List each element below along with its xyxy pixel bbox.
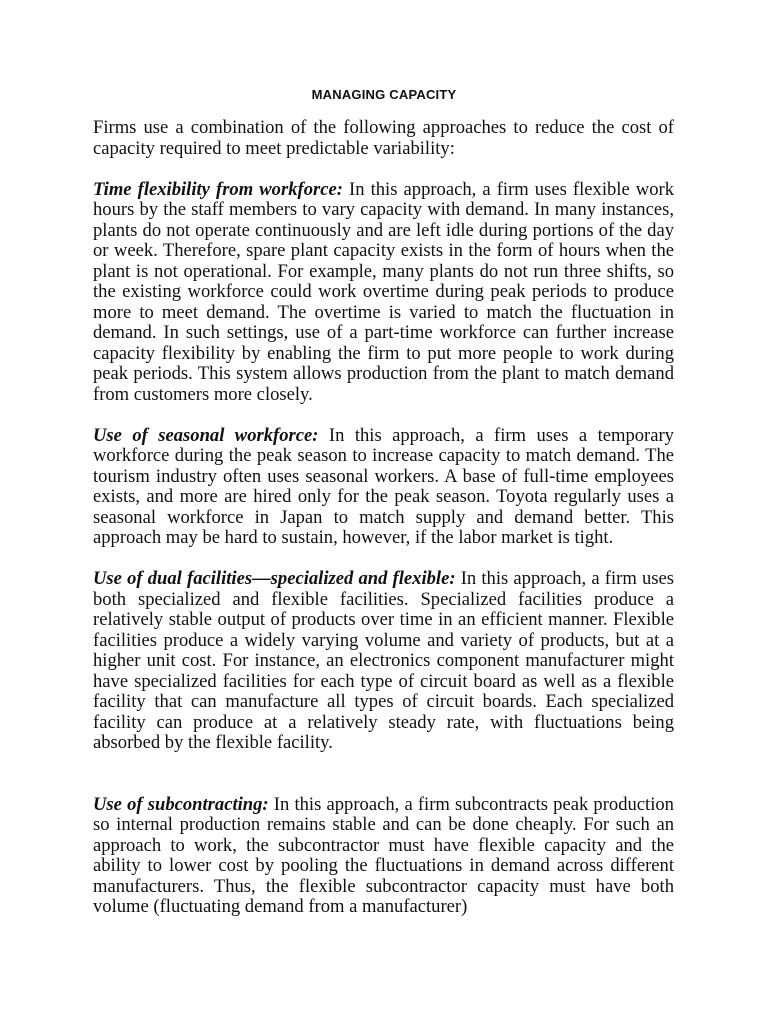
section-text: In this approach, a firm uses both specialized and flexible facilities. Specialized facilities produce a relatively stable output of products over time in an efficient manner. Flexible facilities produce a widely varying volume and variety of products, but at a higher unit cost. For instance, an electronics component manufacturer might have specialized facilities for each type of circuit board as well as a flexible facility that can manufacture all types of circuit boards. Each specialized facility can produce at a relatively steady rate, with fluctuations being absorbed by the flexible facility. (93, 568, 674, 753)
section-heading: Use of seasonal workforce: (93, 424, 319, 446)
section-heading: Use of dual facilities—specialized and flexible: (93, 568, 456, 589)
document-body (93, 118, 674, 938)
section-dual-facilities (93, 569, 674, 754)
section-seasonal-workforce (93, 426, 674, 549)
section-text: In this approach, a firm uses a temporary workforce during the peak season to increase capacity to match demand. The tourism industry often uses seasonal workers. A base of full-time employees exists, and more are hired only for the peak season. Toyota regularly uses a seasonal workforce in Japan to match supply and demand better. This approach may be hard to sustain, however, if the labor market is tight. (93, 424, 674, 548)
section-heading: Use of subcontracting: (93, 793, 269, 815)
section-time-flexibility (93, 180, 674, 406)
section-subcontracting (93, 795, 674, 918)
section-text: In this approach, a firm uses flexible work hours by the staff members to vary capacity with demand. In many instances, plants do not operate continuously and are left idle during portions of the day or week. Therefore, spare plant capacity exists in the form of hours when the plant is not operational. For example, many plants do not run three shifts, so the existing workforce could work overtime during peak periods to produce more to meet demand. The overtime is varied to match the fluctuation in demand. In such settings, use of a part-time workforce can further increase capacity flexibility by enabling the firm to put more people to work during peak periods. This system allows production from the plant to match demand from customers more closely. (93, 178, 674, 405)
intro-paragraph: Firms use a combination of the following approaches to reduce the cost of capacity required to meet predictable variability: (93, 117, 674, 159)
section-heading: Time flexibility from workforce: (93, 178, 343, 200)
section-text: In this approach, a firm subcontracts peak production so internal production remains stable and can be done cheaply. For such an approach to work, the subcontractor must have flexible capacity and the ability to lower cost by pooling the fluctuations in demand across different manufacturers. Thus, the flexible subcontractor capacity must have both volume (fluctuating demand from a manufacturer) (93, 793, 674, 917)
page-title: MANAGING CAPACITY (311, 87, 457, 102)
